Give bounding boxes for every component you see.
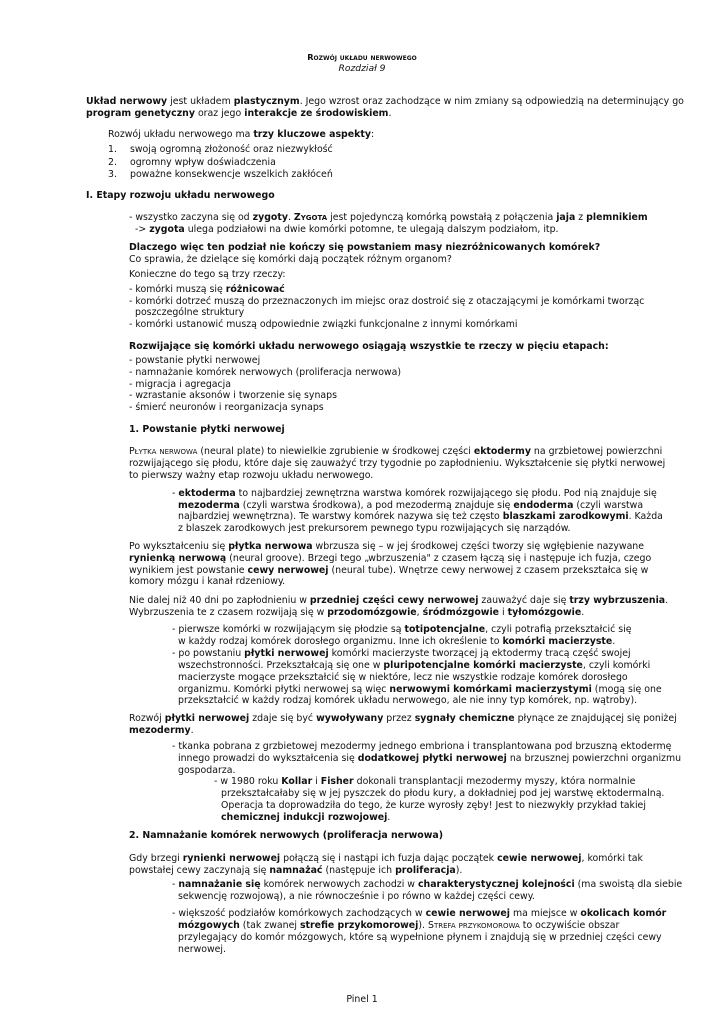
list-item: 3. poważne konsekwencje wszelkich zakłóceń [108, 169, 333, 181]
paragraph-line: Gdy brzegi rynienki nerwowej połączą się i nastąpi ich fuzja dając początek cewie nerwowej, komórki tak [129, 853, 643, 864]
key-aspects-list [108, 144, 333, 182]
list-item: - komórki ustanowić muszą odpowiednie związki funkcjonalne z innymi komórkami [129, 319, 518, 330]
list-item: - pierwsze komórki w rozwijającym się płodzie są totipotencjalne, czyli potrafią przekształcić się [172, 624, 632, 635]
zygota-line-1: - wszystko zaczyna się od zygoty. Zygota jest pojedynczą komórką powstałą z połączenia jaja z plemnikiem [129, 212, 648, 223]
key-aspects-intro: Rozwój układu nerwowego ma trzy kluczowe aspekty: [108, 129, 375, 140]
paragraph-line: Nie dalej niż 40 dni po zapłodnieniu w przedniej części cewy nerwowej zauważyć daje się trzy wybrzuszenia. [129, 595, 669, 606]
list-item: - komórki muszą się różnicować [129, 284, 285, 295]
list-item-continuation: przekształcić w każdy rodzaj komórek układu nerwowego, ale nie inny typ komórek, np. wątroby). [178, 695, 638, 706]
paragraph-line: Wybrzuszenia te z czasem rozwijają się w przodomózgowie, śródmózgowie i tyłomózgowie. [129, 607, 585, 618]
ektoderma-line-1: - ektoderma to najbardziej zewnętrzna warstwa komórek rozwijającego się płodu. Pod nią znajduje się [172, 488, 657, 499]
list-item: - wzrastanie aksonów i tworzenie się synaps [129, 390, 337, 401]
document-subtitle: Rozdział 9 [338, 63, 386, 74]
intro-paragraph-line-1: Układ nerwowy jest układem plastycznym. Jego wzrost oraz zachodzące w nim zmiany są odpowiedzią na determinujący go [86, 96, 684, 107]
paragraph-line: rynienką nerwową (neural groove). Brzegi tego „wbrzuszenia" z czasem łączą się i następuje ich fuzja, czego [129, 553, 652, 564]
list-item: - tkanka pobrana z grzbietowej mezodermy jednego embriona i transplantowana pod brzuszną ektodermę [172, 741, 672, 752]
paragraph-line: to pierwszy ważny etap rozwoju układu nerwowego. [129, 470, 374, 481]
paragraph-line: Po wykształceniu się płytka nerwowa wbrzusza się – w jej środkowej części tworzy się wgłębienie nazywane [129, 541, 645, 552]
list-item-continuation: w każdy rodzaj komórek dorosłego organizmu. Inne ich określenie to komórki macierzyste. [178, 636, 616, 647]
list-item-continuation: wszechstronności. Przekształcają się one w pluripotencjalne komórki macierzyste, czyli komórki [178, 660, 651, 671]
list-item: - namnażanie komórek nerwowych (proliferacja nerwowa) [129, 367, 402, 378]
zygota-line-2: -> zygota ulega podziałowi na dwie komórki potomne, te ulegają dalszym podziałom, itp. [135, 224, 559, 235]
list-item: 1. swoją ogromną złożoność oraz niezwykłość [108, 144, 333, 155]
list-item: - śmierć neuronów i reorganizacja synaps [129, 402, 324, 413]
list-item: - komórki dotrzeć muszą do przeznaczonych im miejsc oraz dostroić się z otaczającymi je komórkami tworząc [129, 296, 645, 307]
question-line: Dlaczego więc ten podział nie kończy się powstaniem masy niezróżnicowanych komórek? [129, 242, 601, 253]
list-item-continuation: przylegający do komór mózgowych, które są wypełnione płynem i znajdują się w przedniej części cewy [178, 932, 662, 943]
ektoderma-line-4: z blaszek zarodkowych jest prekursorem pewnego typu rozwijających się narządów. [178, 523, 571, 534]
paragraph-line: mezodermy. [129, 725, 194, 736]
paragraph-line: powstałej cewy zaczynają się namnażać (następuje ich proliferacja). [129, 865, 463, 876]
intro-paragraph-line-2: program genetyczny oraz jego interakcje ze środowiskiem. [86, 108, 392, 119]
subsection-heading: 1. Powstanie płytki nerwowej [129, 424, 285, 435]
list-item-continuation: nerwowej. [178, 944, 226, 955]
list-item-continuation: Operacja ta doprowadziła do tego, że kurze wyrosły zęby! Jest to niezwykły przykład takiej [221, 800, 646, 811]
list-item-continuation: innego prowadzi do wykształcenia się dodatkowej płytki nerwowej na brzusznej powierzchni organizmu [178, 753, 682, 764]
list-item: - namnażanie się komórek nerwowych zachodzi w charakterystycznej kolejności (ma swoistą dla siebie [172, 879, 683, 890]
list-item-continuation: gospodarza. [178, 765, 236, 776]
paragraph-line: komory mózgu i kanał rdzeniowy. [129, 576, 286, 587]
list-item-continuation: przekształcałaby się w jej pyszczek do płodu kury, a dokładniej pod jej warstwę ektodermalną. [221, 788, 665, 799]
list-item: - w 1980 roku Kollar i Fisher dokonali transplantacji mezodermy myszy, która normalnie [214, 776, 636, 787]
list-item-continuation: poszczególne struktury [135, 307, 245, 318]
page-footer: Pinel 1 [346, 994, 378, 1005]
paragraph-line: rozwijającego się płodu, które daje się zauważyć trzy tygodnie po zapłodnieniu. Wykształcenie się płytki nerwowej [129, 458, 666, 469]
document-title: Rozwój układu nerwowego [307, 52, 417, 62]
list-item-continuation: chemicznej indukcji rozwojowej. [221, 812, 391, 823]
paragraph-line: Rozwój płytki nerwowej zdaje się być wywoływany przez sygnały chemiczne płynące ze znajdującej się poniżej [129, 713, 677, 724]
stages-intro: Rozwijające się komórki układu nerwowego osiągają wszystkie te rzeczy w pięciu etapach: [129, 341, 609, 352]
necessary-line: Konieczne do tego są trzy rzeczy: [129, 269, 286, 280]
subsection-heading: 2. Namnażanie komórek nerwowych (proliferacja nerwowa) [129, 830, 443, 841]
list-item-continuation: sekwencję rozwojową), a nie równocześnie i po równo w każdej części cewy. [178, 891, 535, 902]
paragraph-line: Płytka nerwowa (neural plate) to niewielkie zgrubienie w środkowej części ektodermy na grzbietowej powierzchni [129, 446, 663, 457]
ektoderma-line-2: mezoderma (czyli warstwa środkowa), a pod mezodermą znajduje się endoderma (czyli warstwa [178, 500, 644, 511]
list-item-continuation: mózgowych (tak zwanej strefie przykomorowej). Strefa przykomorowa to oczywiście obszar [178, 920, 620, 931]
list-item: - powstanie płytki nerwowej [129, 355, 261, 366]
question-line-2: Co sprawia, że dzielące się komórki dają początek różnym organom? [129, 254, 452, 265]
list-item: - po powstaniu płytki nerwowej komórki macierzyste tworzącej ją ektodermy tracą część swojej [172, 648, 631, 659]
list-item: - migracja i agregacja [129, 379, 232, 390]
list-item: - większość podziałów komórkowych zachodzących w cewie nerwowej ma miejsce w okolicach komór [172, 908, 667, 919]
list-item-continuation: organizmu. Komórki płytki nerwowej są więc nerwowymi komórkami macierzystymi (mogą się one [178, 684, 662, 695]
section-heading: I. Etapy rozwoju układu nerwowego [86, 190, 275, 201]
ektoderma-line-3: najbardziej wewnętrzna). Te warstwy komórek nazywa się też często blaszkami zarodkowymi. Każda [178, 511, 663, 522]
list-item: 2. ogromny wpływ doświadczenia [108, 156, 276, 168]
paragraph-line: wynikiem jest powstanie cewy nerwowej (neural tube). Wnętrze cewy nerwowej z czasem przekształca się w [129, 565, 649, 576]
list-item-continuation: macierzyste mogące przekształcić się w niektóre, lecz nie wszystkie rodzaje komórek dorosłego [178, 672, 628, 683]
